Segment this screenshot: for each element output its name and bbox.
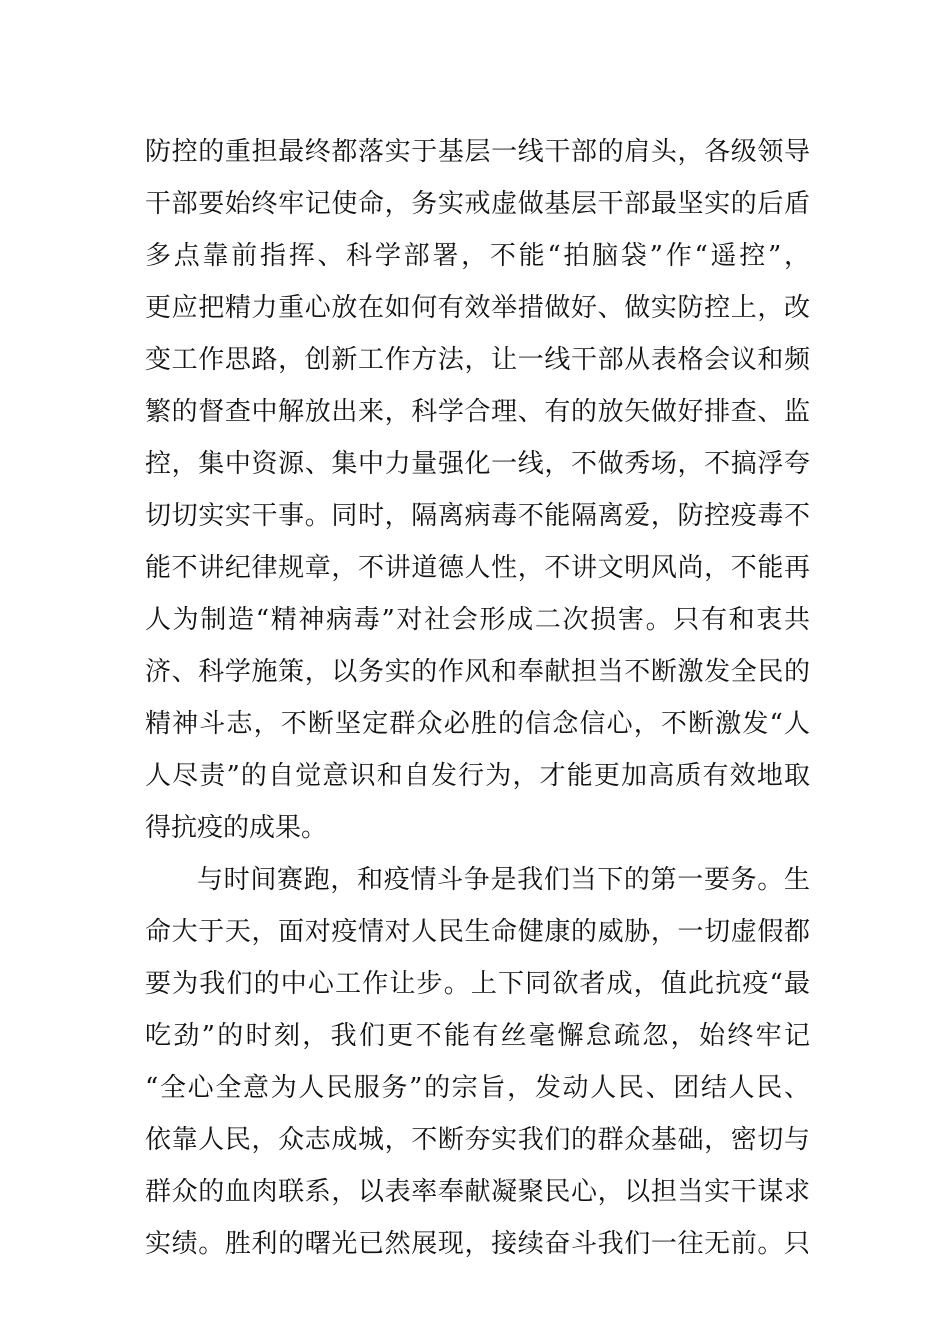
paragraph-2-line-1: 与时间赛跑，和疫情斗争是我们当下的第一要务。生 [197,865,810,895]
paragraph-1-line-8: 切切实实干事。同时，隔离病毒不能隔离爱，防控疫毒不 [145,501,810,531]
paragraph-2-line-7: 群众的血肉联系，以表率奉献凝聚民心，以担当实干谋求 [145,1177,810,1207]
paragraph-1-line-3: 多点靠前指挥、科学部署，不能“拍脑袋”作“遥控”， [145,241,810,271]
paragraph-1-line-12: 精神斗志，不断坚定群众必胜的信念信心，不断激发“人 [145,709,810,739]
paragraph-1-line-14: 得抗疫的成果。 [145,813,328,843]
paragraph-1-line-10: 人为制造“精神病毒”对社会形成二次损害。只有和衷共 [145,605,810,635]
paragraph-2-line-5: “全心全意为人民服务”的宗旨，发动人民、团结人民、 [145,1073,810,1103]
paragraph-1-line-11: 济、科学施策，以务实的作风和奉献担当不断激发全民的 [145,657,810,687]
paragraph-1-line-1: 防控的重担最终都落实于基层一线干部的肩头，各级领导 [145,137,810,167]
paragraph-2-line-4: 吃劲”的时刻，我们更不能有丝毫懈怠疏忽，始终牢记 [145,1021,810,1051]
paragraph-1-line-7: 控，集中资源、集中力量强化一线，不做秀场，不搞浮夸 [145,449,810,479]
paragraph-1-line-13: 人尽责”的自觉意识和自发行为，才能更加高质有效地取 [145,761,810,791]
paragraph-1-line-4: 更应把精力重心放在如何有效举措做好、做实防控上，改 [145,293,810,323]
paragraph-1-line-2: 干部要始终牢记使命，务实戒虚做基层干部最坚实的后盾 [145,189,810,219]
paragraph-2-line-8: 实绩。胜利的曙光已然展现，接续奋斗我们一往无前。只 [145,1229,810,1259]
paragraph-2-line-3: 要为我们的中心工作让步。上下同欲者成，值此抗疫“最 [145,969,810,999]
paragraph-1-line-9: 能不讲纪律规章，不讲道德人性，不讲文明风尚，不能再 [145,553,810,583]
document-body [145,126,810,1270]
paragraph-1-line-5: 变工作思路，创新工作方法，让一线干部从表格会议和频 [145,345,810,375]
paragraph-2-line-2: 命大于天，面对疫情对人民生命健康的威胁，一切虚假都 [145,917,810,947]
paragraph-1-line-6: 繁的督查中解放出来，科学合理、有的放矢做好排查、监 [145,397,810,427]
paragraph-2-line-6: 依靠人民，众志成城，不断夯实我们的群众基础，密切与 [145,1125,810,1155]
